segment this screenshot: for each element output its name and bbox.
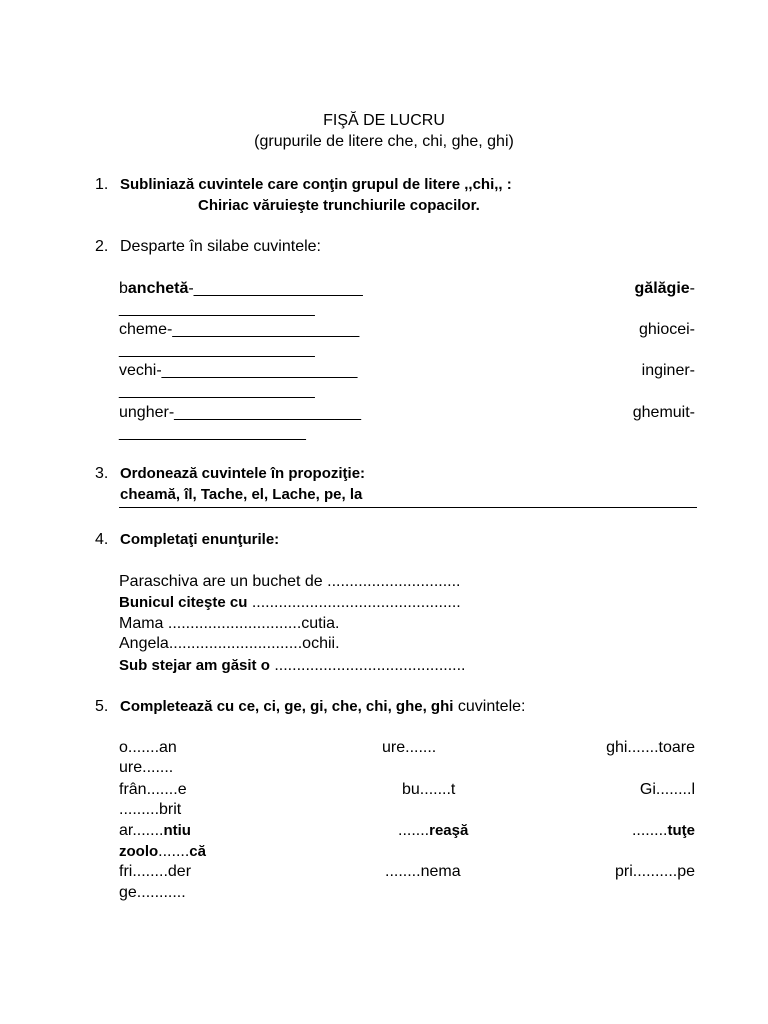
ex4-number: 4. xyxy=(95,531,109,548)
ex5-word-3c: ........tuţe xyxy=(631,822,695,839)
ex4-sentence-1: Paraschiva are un buchet de .............................. xyxy=(119,573,461,590)
ex4-sentence-5: Sub stejar am găsit o ........................................... xyxy=(119,657,466,674)
ex2-word-right-2: ghiocei- xyxy=(638,321,695,338)
ex5-word-1c: ghi.......toare xyxy=(606,739,695,756)
ex3-words: cheamă, îl, Tache, el, Lache, pe, la xyxy=(120,486,363,503)
ex2-word-left-3: vechi-______________________ xyxy=(119,362,358,379)
ex1-instruction: Subliniază cuvintele care conţin grupul de litere ,,chi,, : xyxy=(120,176,512,193)
ex5-word-3d: zoolo.......că xyxy=(119,843,206,860)
ex5-word-4d: ge........... xyxy=(119,884,186,901)
ex2-word-left-1: banchetă-___________________ xyxy=(119,280,363,297)
ex5-word-4c: pri..........pe xyxy=(614,863,695,880)
ex5-word-1a: o.......an xyxy=(119,739,177,756)
ex2-continuation-1: ______________________ xyxy=(119,300,315,317)
ex2-word-left-2: cheme-_____________________ xyxy=(119,321,360,338)
ex2-continuation-3: ______________________ xyxy=(119,382,315,399)
ex5-word-3a: ar.......ntiu xyxy=(119,822,191,839)
ex2-word-left-4: ungher-_____________________ xyxy=(119,404,362,421)
ex4-instruction: Completaţi enunţurile: xyxy=(120,531,280,548)
ex4-sentence-4: Angela..............................ochii. xyxy=(119,635,340,652)
ex5-word-2c: Gi........l xyxy=(639,781,695,798)
answer-line xyxy=(119,507,697,508)
ex2-word-right-3: inginer- xyxy=(641,362,695,379)
ex2-continuation-4: _____________________ xyxy=(119,424,306,441)
ex3-number: 3. xyxy=(95,465,109,482)
ex3-instruction: Ordonează cuvintele în propoziţie: xyxy=(120,465,366,482)
ex5-word-1d: ure....... xyxy=(119,759,174,776)
page-title: FIŞĂ DE LUCRU xyxy=(323,112,445,129)
ex5-word-4a: fri........der xyxy=(119,863,192,880)
ex5-word-1b: ure....... xyxy=(382,739,437,756)
ex2-word-right-4: ghemuit- xyxy=(632,404,695,421)
ex5-word-4b: ........nema xyxy=(385,863,461,880)
ex4-sentence-2: Bunicul citeşte cu ............................................... xyxy=(119,594,461,611)
ex2-instruction: Desparte în silabe cuvintele: xyxy=(120,238,321,255)
ex2-continuation-2: ______________________ xyxy=(119,341,315,358)
ex5-word-2d: .........brit xyxy=(119,801,182,818)
ex5-instruction: Completează cu ce, ci, ge, gi, che, chi, ghe, ghi cuvintele: xyxy=(120,698,526,715)
ex2-number: 2. xyxy=(95,238,109,255)
ex4-sentence-3: Mama ..............................cutia. xyxy=(119,615,340,632)
page-subtitle: (grupurile de litere che, chi, ghe, ghi) xyxy=(254,133,514,150)
ex5-word-3b: .......reaşă xyxy=(398,822,469,839)
ex2-word-right-1: gălăgie- xyxy=(634,280,695,297)
ex5-word-2b: bu.......t xyxy=(402,781,456,798)
ex1-number: 1. xyxy=(95,176,109,193)
ex5-word-2a: frân.......e xyxy=(119,781,187,798)
ex5-number: 5. xyxy=(95,698,109,715)
ex1-sentence: Chiriac văruieşte trunchiurile copacilor. xyxy=(198,197,480,214)
